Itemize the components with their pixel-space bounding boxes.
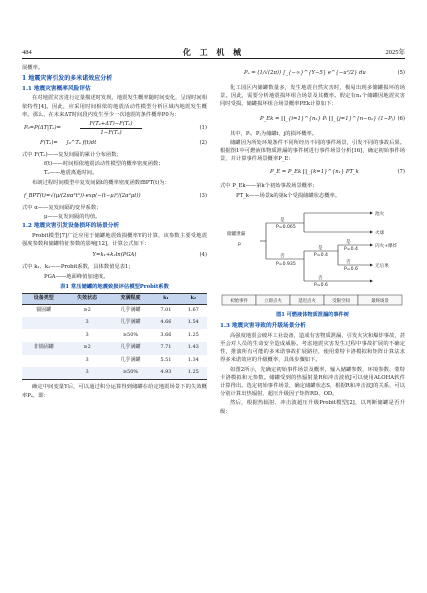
subsection-heading-1-3: 1.3 地震灾害导致的升级场景分析 (220, 322, 306, 329)
branch-no-label: 否 (318, 275, 323, 281)
definition: 式中 P_Ek——第k个初始事故场景概率； (220, 183, 318, 190)
paragraph: 布朗过程时间模型中复发间隔t的概率密度函数fBPT(t)为： (32, 179, 170, 186)
definition: μ——复发间隔的均值。 (44, 213, 101, 220)
table-cell: ≥2 (65, 342, 108, 355)
definition: 式中 F(Tₑ)——复发间隔的累计分布函数； (22, 151, 122, 158)
table-row (22, 329, 207, 342)
table-cell: 4.93 (152, 367, 179, 380)
paragraph: 如图2所示，先确定初始事件场景及概率，输入储罐参数、环境参数、蒙特卡洛模拟和元参数。储罐受到的热辐射量R和冲击波值J可以使用ALOHA软件计算得出。选定初始事件场景，确定储罐状态S，根据R和冲击波J的关系，可以分别计算出热辐射、超压升级因子矩阵RD、OD。 (220, 366, 405, 398)
eq3-number: (3) (199, 192, 207, 199)
table-cell: ≥50% (122, 331, 139, 338)
table-row (22, 317, 207, 330)
eq4-number: (4) (199, 252, 207, 259)
table-row (22, 355, 207, 368)
table-cell: 1.34 (187, 357, 199, 364)
table-row (22, 342, 207, 355)
journal-title: 化 工 机 械 (182, 47, 245, 57)
eq2-lhs: F(Tₑ)= (40, 139, 58, 146)
eq1-denominator: 1−F(Tₑ) (100, 130, 122, 137)
paragraph: 储罐因为所处环境条件不同所经历不同的事件场景，引发不同的事故后果。根据图1中可燃液体物质泄漏的事件树进行事件场景分析[16]，确定初始事件场景，并计算事件场景概率P_E： (220, 139, 405, 163)
branch-yes-label: 是 (280, 217, 285, 223)
table-cell: 3 (65, 317, 108, 330)
eq1-lhs: P₀=P(ΔT|Tₑ)= (24, 124, 61, 131)
eq3-body: f_BPT(t)=√(μ/(2πα²t³))·exp(−(t−μ)²/(2α²μt)) (24, 192, 141, 199)
table-cell: 4.66 (152, 317, 179, 330)
definitions-1 (22, 151, 207, 178)
table-header-cell: k₁ (152, 294, 179, 305)
figure-caption: 图1 可燃液体物质泄漏的事件树 (276, 311, 349, 318)
table-cell: 1.25 (187, 331, 199, 338)
table-header-row (22, 294, 207, 305)
table-cell: 非锚固罐 (22, 342, 65, 355)
table-header-cell: 失效状态 (65, 294, 108, 305)
equation-7 (220, 164, 405, 182)
eq1-number: (1) (199, 124, 207, 131)
table-row (22, 304, 207, 317)
footer-label: 立即点火 (264, 298, 282, 304)
subsection-heading-1-2: 1.2 地震灾害引发设备损坏的场景分析 (22, 223, 120, 230)
footer-label: 最终场景 (371, 298, 389, 304)
table-cell: 5.51 (160, 357, 172, 364)
table-cell: 3 (85, 357, 89, 364)
table-cell (22, 367, 65, 380)
table-header-cell: 设备类型 (22, 294, 65, 305)
intro-text: 展概率。 (22, 65, 44, 71)
table-cell (22, 355, 65, 368)
branch-yes-label: 是 (318, 245, 323, 251)
table-cell: ≥2 (83, 306, 91, 313)
eq5-number: (5) (397, 70, 405, 76)
branch-no-label: 否 (346, 259, 351, 265)
table-cell: 3.66 (160, 331, 172, 338)
table-cell: 几乎满罐 (120, 306, 141, 313)
footer-label: 延迟点火 (298, 298, 316, 304)
branch-probability: P=0.065 (276, 224, 296, 230)
definitions-4 (220, 182, 405, 199)
paragraph: 化工园区内储罐数量多，发生地震自然灾害时，极易出现多储罐损坏的场景。因此，需要分析地震损坏组合场景及其概率。假定有n₁个储罐因地震灾害同时受损，储罐损坏组合场景概率PEk计算如下： (220, 85, 405, 108)
table-cell (22, 329, 65, 342)
eq1-numerator: F(Tₑ+ΔT)−F(Tₑ) (80, 120, 142, 129)
equation-6 (220, 110, 405, 130)
definition: f(t)——时间相依地震活动性模型的概率密度函数； (44, 161, 164, 168)
eq2-integral: ∫₀^Tₑ f(t)dt (66, 139, 97, 146)
outcome-label: 闪火+爆炸 (375, 243, 398, 249)
definition: 式中 α——复发间隔的变异系数； (22, 204, 102, 211)
left-column (22, 64, 207, 401)
equation-4 (22, 249, 207, 263)
eq4-body: Y=k₁+k₂ln(PGA) (92, 252, 137, 259)
definitions-3 (22, 263, 207, 280)
event-tree-figure (220, 203, 405, 319)
definition: Tₑ——地震离逝时间。 (44, 170, 98, 177)
eq2-number: (2) (199, 139, 207, 146)
eq6-number: (6) (397, 115, 405, 122)
branch-no-label: 否 (280, 253, 285, 259)
paragraph: 其中，Pᵢ、Pⱼ为储罐i、j的损坏概率。 (230, 130, 318, 137)
table-cell: ≥50% (109, 367, 152, 380)
definitions-2 (22, 204, 207, 221)
footer-label: 初始事件 (230, 298, 248, 304)
equation-5 (220, 64, 405, 84)
header-year: 2025年 (385, 49, 405, 56)
table-caption: 表1 常压储罐的地震致损评估模型Probit系数 (60, 283, 169, 290)
subsection-heading-1-1: 1.1 地震灾害概率风险评估 (22, 85, 91, 92)
outcome-label: 火球 (375, 230, 385, 236)
table-cell: 锚固罐 (36, 306, 52, 313)
section-heading-1: 1 地震灾害引发的多米诺效应分析 (22, 75, 113, 83)
header-rule (22, 58, 405, 59)
paragraph: Probit模型[7]广泛应用于储罐地震致损概率Y的计算，该参数主要受地震强度参数和储罐特征参数的影响[12]，计算公式如下： (22, 232, 207, 248)
eq6-body: P_Ek = ∏_{i=1}^{n₁} Pᵢ ∏_{j=1}^{n−n₁} (1−Pⱼ) (260, 115, 396, 122)
table-cell (22, 317, 65, 330)
branch-probability: P=0.6 (314, 282, 328, 288)
branch-probability: P=0.6 (344, 266, 358, 272)
root-label: 储罐泄漏 (227, 231, 246, 237)
table-cell: 1.43 (180, 342, 207, 355)
branch-probability: P=0.935 (276, 261, 296, 267)
right-column (220, 64, 405, 417)
eq7-number: (7) (397, 169, 405, 176)
page-number: 484 (22, 49, 32, 56)
paragraph: 确定中间变量Y后，可以通过积分运算得到储罐在给定地震场景下的失效概率Pₑ，即： (22, 384, 207, 399)
table-cell: 几乎满罐 (120, 357, 141, 364)
equation-1 (22, 120, 207, 137)
table-cell: 3 (65, 367, 108, 380)
paragraph: 高强度地震会破坏工业设备，造成有害物质泄漏，引发火灾和爆炸事故，甚至会对人员的生命安全造成威胁。考虑地震灾害发生过程中事故扩展的不确定性，推演所有可能的多米诺事故扩展路径，使用蒙特卡洛模拟和矩阵计算法求得多米诺效应的升级概率，具体步骤如下。 (220, 332, 405, 364)
equation-3 (22, 188, 207, 204)
probit-table (22, 293, 207, 380)
table-cell: 几乎满罐 (109, 342, 152, 355)
event-tree-svg (220, 203, 405, 309)
table-cell: 7.71 (152, 342, 179, 355)
root-p-label: p (238, 241, 241, 247)
definition: 式中 k₁、k₂——Probit系数，具体数值见表1； (22, 264, 134, 271)
outcome-label: 池火 (375, 211, 385, 217)
table-cell: 几乎满罐 (109, 317, 152, 330)
table-cell: 7.01 (160, 306, 172, 313)
footer-label: 受限空间 (332, 298, 350, 304)
table-cell: 1.67 (187, 306, 199, 313)
eq7-body: P_E = P_Ek ∏_{k=1}^{n₁} PT_k (270, 169, 359, 176)
eq5-body: Pₑ = (1/√(2π)) ∫_{−∞}^{Y−5} e^{−u²/2} du (244, 70, 366, 76)
table-cell: 3 (85, 331, 89, 338)
table-cell: 1.25 (180, 367, 207, 380)
paragraph: 然后，根据热辐射、冲击波超压升级Probit模型[2]，以判断储罐是否升级： (220, 400, 405, 415)
branch-probability: P=0.4 (344, 246, 358, 252)
branch-probability: P=0.4 (314, 252, 328, 258)
table-header-cell: k₂ (180, 294, 207, 305)
definition: PT_k——场景k的第k个受损储罐状态概率。 (236, 192, 341, 199)
equation-2 (22, 137, 207, 151)
table-row (22, 367, 207, 380)
outcome-label: 无后果 (375, 263, 389, 269)
definition: PGA——地面峰值加速度。 (44, 273, 109, 280)
table-header-cell: 充满程度 (109, 294, 152, 305)
branch-yes-label: 是 (346, 239, 351, 245)
table-cell: 1.54 (180, 317, 207, 330)
paragraph: 在对地震灾害进行定量描述时发现，地震发生概率随时间变化，呈现时间相依特性[4]。因此，应采用时间相依的地震活动性模型分析区域内地震发生概率。那么，在未来ΔT时间段内发生至少一次地震的条件概率P0为： (22, 95, 207, 118)
